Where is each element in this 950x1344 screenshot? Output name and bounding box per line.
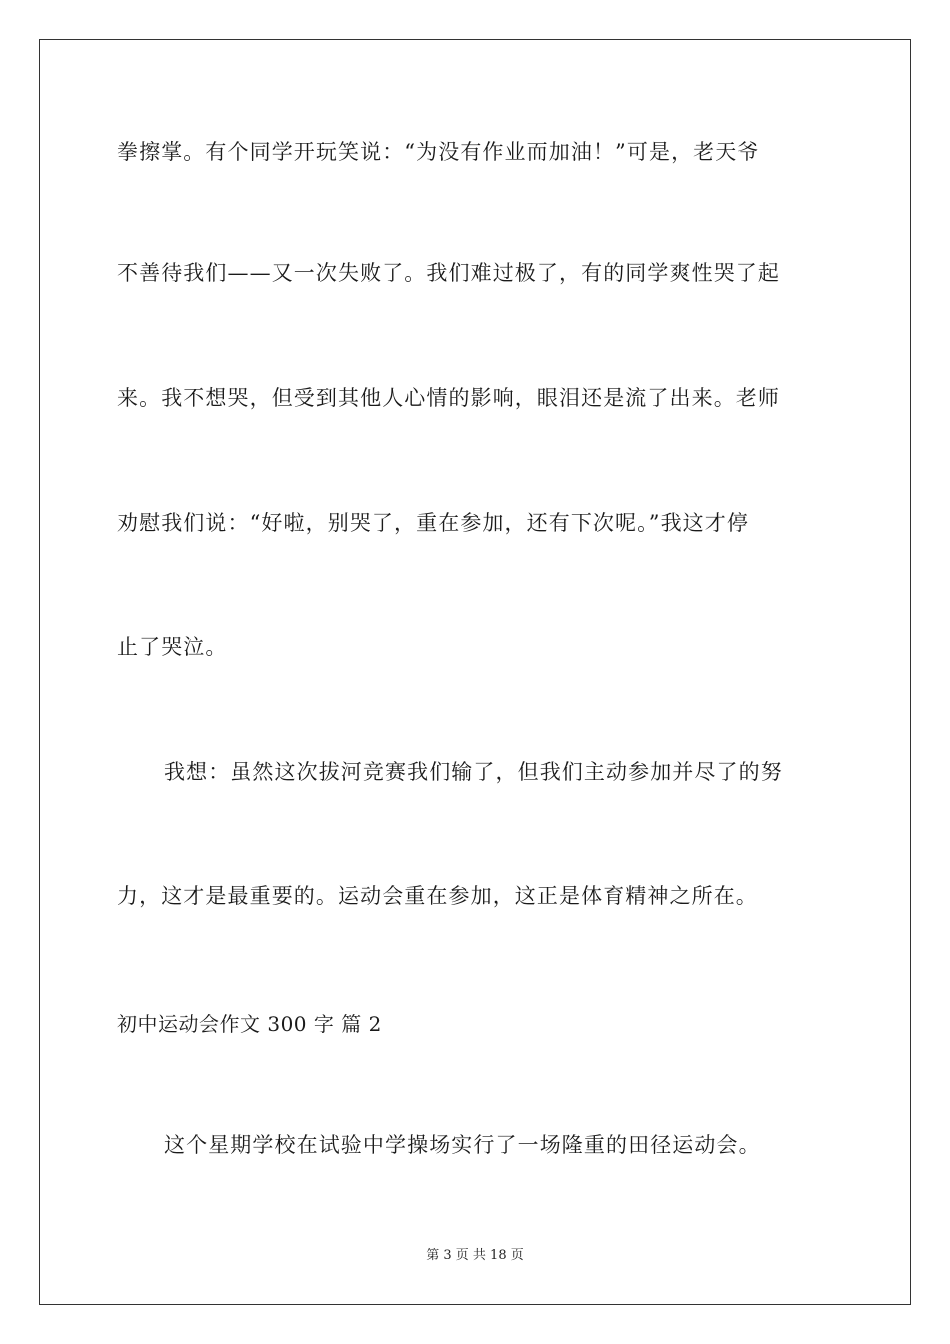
text-line: 劝慰我们说：“好啦，别哭了，重在参加，还有下次呢。”我这才停 <box>117 511 749 535</box>
text-line: 力，这才是最重要的。运动会重在参加，这正是体育精神之所在。 <box>117 884 758 908</box>
text-line: 来。我不想哭，但受到其他人心情的影响，眼泪还是流了出来。老师 <box>117 386 780 410</box>
text-line: 这个星期学校在试验中学操场实行了一场隆重的田径运动会。 <box>164 1133 761 1157</box>
text-line: 我想：虽然这次拔河竞赛我们输了，但我们主动参加并尽了的努 <box>164 760 783 784</box>
text-line: 止了哭泣。 <box>117 635 228 659</box>
page-border <box>39 39 911 1305</box>
text-line: 拳擦掌。有个同学开玩笑说：“为没有作业而加油！”可是，老天爷 <box>117 140 760 164</box>
text-line: 不善待我们——又一次失败了。我们难过极了，有的同学爽性哭了起 <box>117 261 780 285</box>
section-heading: 初中运动会作文 300 字 篇 2 <box>117 1012 382 1036</box>
page-footer: 第 3 页 共 18 页 <box>426 1248 524 1263</box>
